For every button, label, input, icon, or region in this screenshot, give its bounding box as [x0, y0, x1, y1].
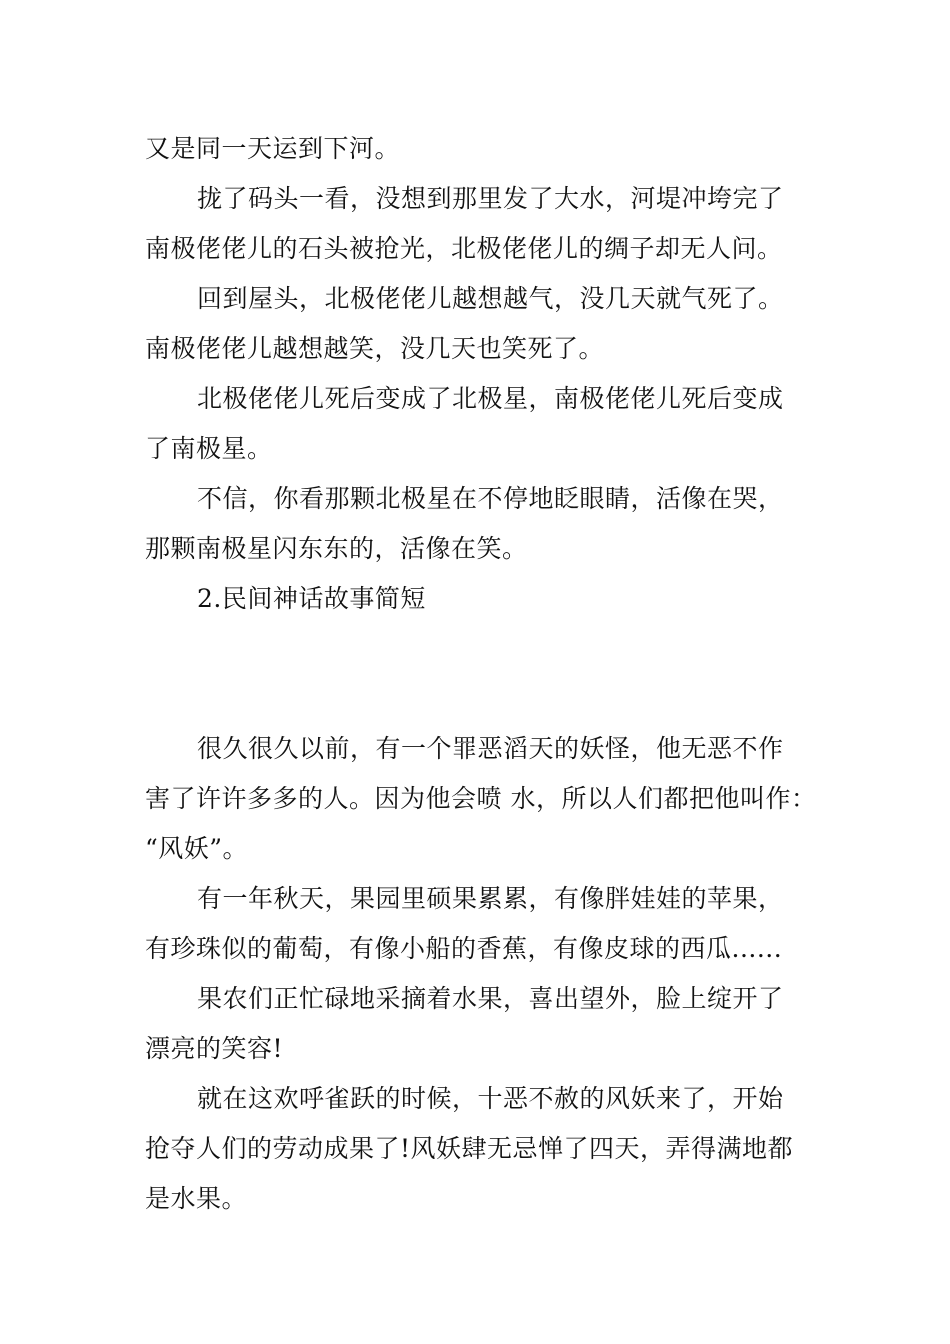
text-line: 不信，你看那颗北极星在不停地眨眼睛，活像在哭， [197, 484, 784, 513]
text-line: 了南极星。 [145, 434, 273, 463]
section-heading: 2.民间神话故事简短 [197, 584, 426, 613]
text-line: 那颗南极星闪东东的，活像在笑。 [145, 534, 528, 563]
text-line: 拢了码头一看，没想到那里发了大水，河堤冲垮完了 [197, 184, 784, 213]
text-line: 南极佬佬儿的石头被抢光，北极佬佬儿的绸子却无人问。 [145, 234, 783, 263]
text-line: 就在这欢呼雀跃的时候，十恶不赦的风妖来了，开始 [197, 1084, 784, 1113]
text-line: 很久很久以前，有一个罪恶滔天的妖怪，他无恶不作 [197, 734, 784, 763]
text-line: 害了许许多多的人。因为他会喷 水，所以人们都把他叫作： [145, 784, 817, 813]
text-line: 有一年秋天，果园里硕果累累，有像胖娃娃的苹果， [197, 884, 784, 913]
text-line: 有珍珠似的葡萄，有像小船的香蕉，有像皮球的西瓜...... [145, 934, 783, 963]
text-line: 抢夺人们的劳动成果了!风妖肆无忌惮了四天，弄得满地都 [145, 1134, 794, 1163]
text-line: 回到屋头，北极佬佬儿越想越气，没几天就气死了。 [197, 284, 784, 313]
text-line: 南极佬佬儿越想越笑，没几天也笑死了。 [145, 334, 605, 363]
text-line: 北极佬佬儿死后变成了北极星，南极佬佬儿死后变成 [197, 384, 784, 413]
text-line: 果农们正忙碌地采摘着水果，喜出望外，脸上绽开了 [197, 984, 784, 1013]
text-line: 漂亮的笑容! [145, 1034, 284, 1063]
text-line: “风妖”。 [145, 834, 249, 863]
text-line: 又是同一天运到下河。 [145, 134, 401, 163]
text-line: 是水果。 [145, 1184, 248, 1213]
